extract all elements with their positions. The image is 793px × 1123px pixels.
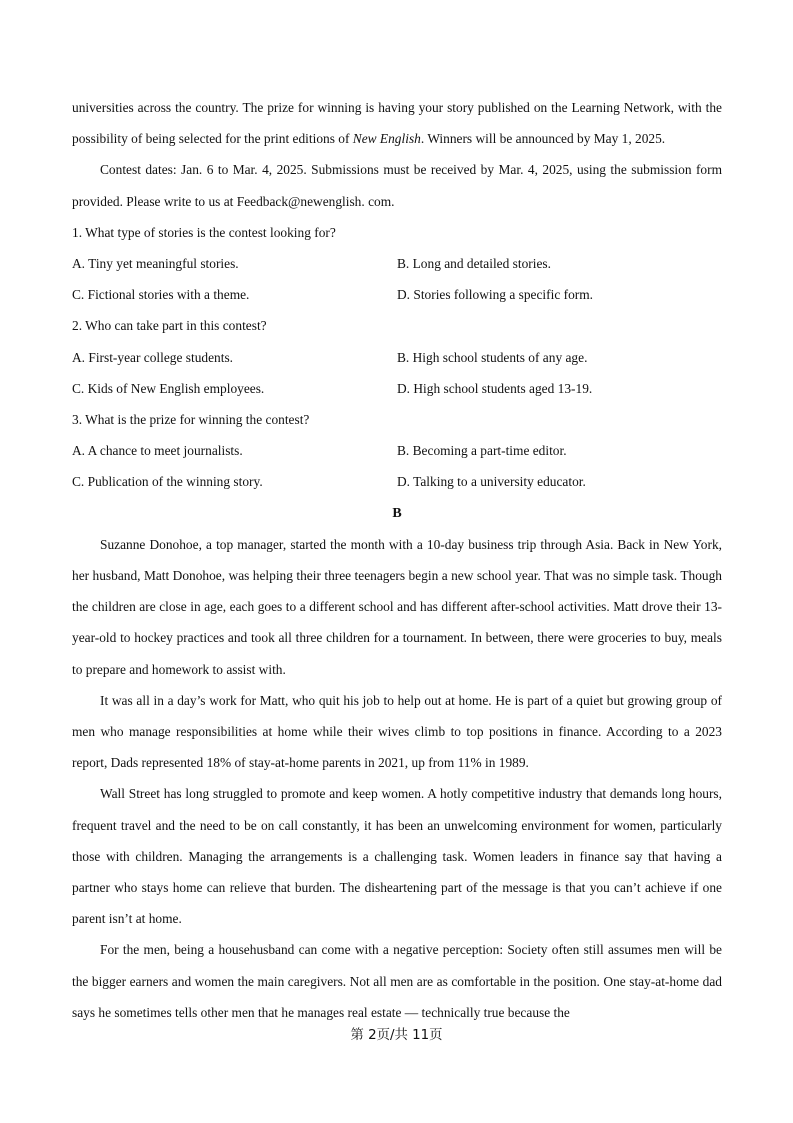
question-stem: 2. Who can take part in this contest? — [72, 318, 267, 334]
option-b: B. Becoming a part-time editor. — [397, 443, 567, 459]
option-a: A. First-year college students. — [72, 349, 234, 365]
passage-a-p1-line1: universities across the country. The prize for winning is having your story published on the Learning Network, with — [72, 100, 702, 115]
passage-a-p1-line2-before: the possibility of being selected for the print editions of — [72, 100, 722, 147]
option-c: C. Kids of New English employees. — [72, 380, 265, 396]
options-row — [72, 373, 722, 404]
options-row — [72, 279, 722, 310]
options-row — [72, 435, 722, 466]
magazine-title: New English — [352, 131, 421, 147]
question-stem: 1. What type of stories is the contest looking for? — [72, 224, 336, 240]
option-d: D. High school students aged 13-19. — [397, 380, 593, 396]
option-a: A. Tiny yet meaningful stories. — [72, 256, 239, 272]
option-b: B. Long and detailed stories. — [397, 256, 551, 272]
document-page — [72, 92, 722, 1028]
passage-b-paragraph-2: It was all in a day’s work for Matt, who quit his job to help out at home. He is part of a quiet but growing group of men who manage responsibilities at home while their wives climb to top positions in finance. According to a 2023 report, Dads represented 18% of stay-at-home parents in 2021, up from 11% in 1989. — [72, 692, 722, 771]
question-2 — [72, 310, 722, 404]
options-row — [72, 248, 722, 279]
section-b-title: B — [392, 505, 402, 521]
options-row — [72, 342, 722, 373]
passage-a-paragraph-2: Contest dates: Jan. 6 to Mar. 4, 2025. Submissions must be received by Mar. 4, 2025, using the submission form provided. Please write to us at Feedback@newenglish. com. — [72, 162, 722, 209]
option-c: C. Publication of the winning story. — [72, 474, 263, 490]
option-c: C. Fictional stories with a theme. — [72, 287, 250, 303]
passage-b-paragraph-4: For the men, being a househusband can come with a negative perception: Society often still assumes men will be the bigger earners and women the main caregivers. Not all men are as comfortable in the position. One stay-at-home dad says he sometimes tells other men that he manages real estate — technically true because the — [72, 942, 722, 1020]
page-number-footer: 第 2页/共 11页 — [350, 1028, 443, 1043]
option-b: B. High school students of any age. — [397, 349, 588, 365]
option-d: D. Stories following a specific form. — [397, 287, 593, 303]
question-3 — [72, 404, 722, 498]
passage-a-paragraph-1 — [72, 92, 722, 154]
passage-b-paragraph-1: Suzanne Donohoe, a top manager, started the month with a 10-day business trip through Asia. Back in New York, her husband, Matt Donohoe, was helping their three teenagers begin a new school year. That was no simple task. Though the children are close in age, each goes to a different school and has different after-school activities. Matt drove their 13-year-old to hockey practices and took all three children for a tournament. In between, there were groceries to buy, meals to prepare and homework to assist with. — [72, 536, 722, 677]
options-row — [72, 466, 722, 497]
question-stem: 3. What is the prize for winning the contest? — [72, 412, 310, 428]
passage-b-paragraph-3: Wall Street has long struggled to promote and keep women. A hotly competitive industry that demands long hours, frequent travel and the need to be on call constantly, it has been an unwelcoming environment for women, particularly those with children. Managing the arrangements is a challenging task. Women leaders in finance say that having a partner who stays home can relieve that burden. The disheartening part of the message is that you can’t achieve if one parent isn’t at home. — [72, 786, 722, 927]
question-1 — [72, 217, 722, 311]
option-a: A. A chance to meet journalists. — [72, 443, 243, 459]
passage-a-p1-line2-after: . Winners will be announced by May 1, 2025. — [420, 131, 666, 147]
option-d: D. Talking to a university educator. — [397, 474, 586, 490]
